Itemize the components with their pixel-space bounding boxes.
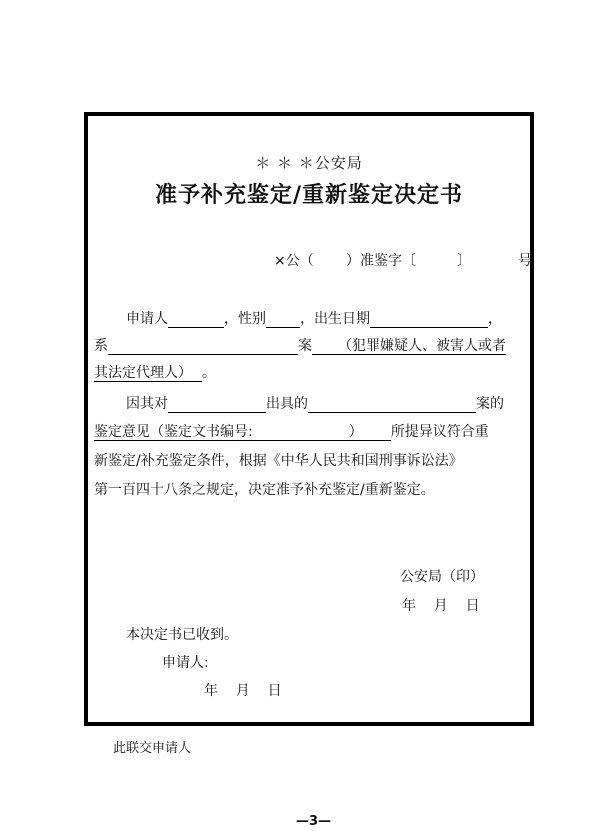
case-name-field-2[interactable] — [308, 395, 476, 413]
appraisal-doc-number-field[interactable] — [253, 423, 349, 441]
para1-line1 — [126, 308, 502, 328]
gender-label: ，性别 — [224, 311, 266, 327]
para1-line3 — [94, 362, 216, 382]
receipt-applicant-label: 申请人: — [162, 655, 209, 671]
para2-line3: 新鉴定/补充鉴定条件，根据《中华人民共和国刑事诉讼法》 — [94, 453, 463, 469]
issuing-bureau: ＊ ＊ ＊公安局 — [255, 154, 363, 172]
doc-number-close: 〕 — [457, 253, 471, 269]
para1-line2 — [94, 335, 506, 355]
receipt-statement: 本决定书已收到。 — [126, 627, 238, 643]
para2-line2 — [94, 421, 489, 441]
doc-number-suffix: 号 — [518, 253, 532, 269]
appraisal-institution-field[interactable] — [168, 395, 266, 413]
applicant-label: 申请人 — [126, 311, 168, 327]
copy-note: 此联交申请人 — [113, 741, 192, 756]
page-number: —3— — [296, 814, 332, 829]
doc-number-prefix: ×公（ — [274, 253, 314, 269]
case-word: 案 — [298, 338, 312, 354]
birth-date-field[interactable] — [370, 310, 488, 328]
signature-date: 年 月 日 — [402, 598, 480, 614]
bureau-seal: 公安局（印） — [400, 569, 484, 585]
comma: ， — [488, 311, 502, 327]
case-word-2: 案的 — [476, 396, 504, 412]
role-note-a: （犯罪嫌疑人、被害人或者 — [338, 338, 506, 354]
opinion-blank[interactable] — [363, 423, 391, 441]
decision-form-frame — [84, 112, 534, 726]
receipt-date: 年 月 日 — [204, 683, 282, 699]
gender-field[interactable] — [266, 310, 300, 328]
opinion-label: 鉴定意见（鉴定文书编号: — [94, 424, 253, 440]
para1-period: 。 — [202, 365, 216, 381]
case-prefix: 系 — [94, 338, 108, 354]
issued-label: 出具的 — [266, 396, 308, 412]
role-note-blank — [192, 364, 202, 382]
birth-date-label: ，出生日期 — [300, 311, 370, 327]
doc-number-mid: ）准鉴字〔 — [346, 253, 416, 269]
role-blank[interactable] — [312, 337, 338, 355]
because-label: 因其对 — [126, 396, 168, 412]
para2-line4: 第一百四十八条之规定，决定准予补充鉴定/重新鉴定。 — [94, 482, 435, 498]
case-name-field[interactable] — [108, 337, 298, 355]
opinion-close: ） — [348, 424, 363, 440]
objection-text: 所提异议符合重 — [390, 424, 489, 440]
applicant-name-field[interactable] — [168, 310, 224, 328]
para2-line1 — [126, 393, 504, 413]
document-title: 准予补充鉴定/重新鉴定决定书 — [154, 182, 464, 208]
role-note-b: 其法定代理人） — [94, 365, 192, 381]
